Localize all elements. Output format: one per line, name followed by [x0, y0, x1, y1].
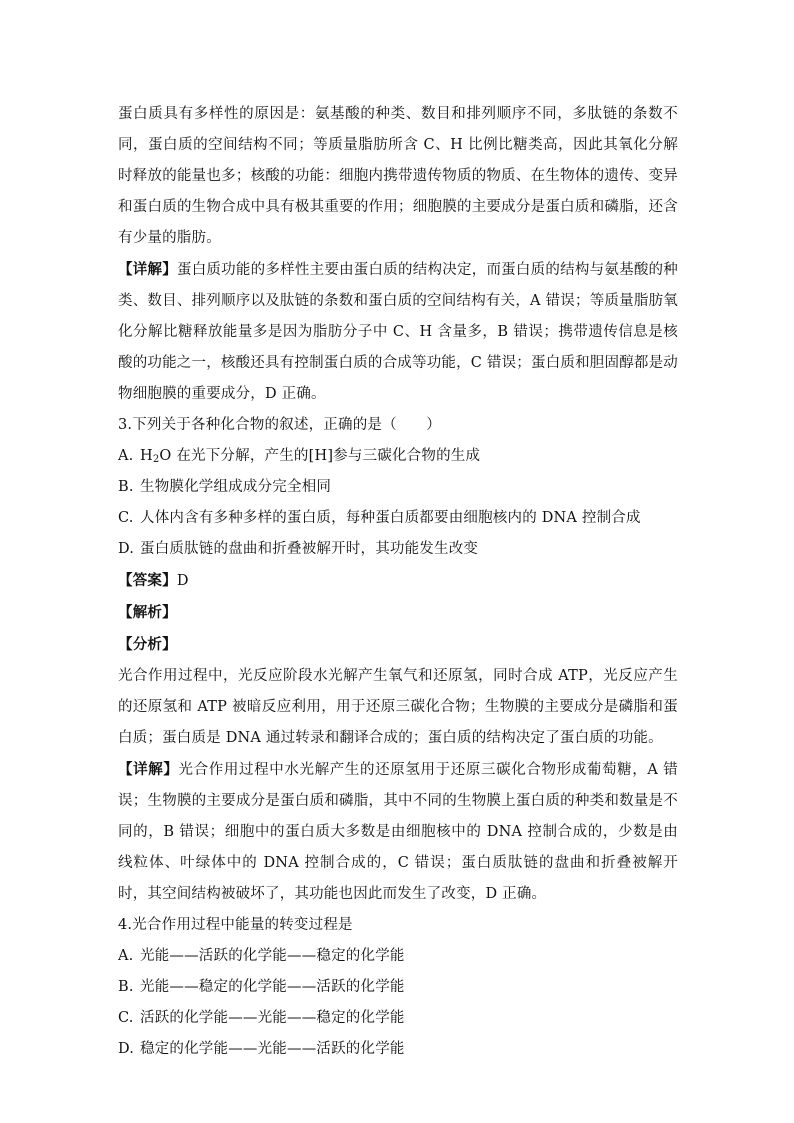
option-letter: C. — [118, 1010, 134, 1026]
option-a-subscript: 2 — [152, 454, 160, 465]
detail-tag: 【详解】 — [118, 761, 179, 778]
option-text: 蛋白质肽链的盘曲和折叠被解开时，其功能发生改变 — [140, 541, 479, 557]
option-text: 人体内含有多种多样的蛋白质，每种蛋白质都要由细胞核内的 DNA 控制合成 — [140, 510, 641, 526]
answer-value: D — [176, 573, 189, 589]
question-3-option-c — [118, 503, 678, 534]
option-letter: D. — [118, 1041, 135, 1057]
option-text: 生物膜化学组成成分完全相同 — [140, 479, 332, 495]
option-letter: C. — [118, 510, 134, 526]
answer-line — [118, 565, 678, 597]
analysis-heading — [118, 597, 678, 629]
intro-paragraph: 蛋白质具有多样性的原因是：氨基酸的种类、数目和排列顺序不同，多肽链的条数不同，蛋白质的空间结构不同；等质量脂肪所含 C、H 比例比糖类高，因此其氧化分解时释放的能量也多；核酸的功能：细胞内携带遗传物质的物质、在生物体的遗传、变异和蛋白质的生物合成中具有极其重要的作用；细胞膜的主要成分是蛋白质和磷脂，还含有少量的脂肪。 — [118, 106, 678, 246]
question-4-option-b — [118, 972, 678, 1003]
detail-text: 光合作用过程中水光解产生的还原氢用于还原三碳化合物形成葡萄糖，A 错误；生物膜的主要成分是蛋白质和磷脂，其中不同的生物膜上蛋白质的种类和数量是不同的，B 错误；细胞中的蛋白质大多数是由细胞核中的 DNA 控制合成的，少数是由线粒体、叶绿体中的 DNA 控制合成的，C 错误；蛋白质肽链的盘曲和折叠被解开时，其空间结构被破坏了，其功能也因此而发生了改变，D 正确。 — [118, 762, 678, 902]
option-text: 光能——稳定的化学能——活跃的化学能 — [140, 979, 405, 995]
answer-tag: 【答案】 — [118, 572, 177, 589]
analysis-tag: 【解析】 — [118, 604, 177, 621]
option-a-text-post: O 在光下分解，产生的[H]参与三碳化合物的生成 — [159, 448, 481, 464]
option-letter: A. — [118, 948, 134, 964]
option-letter: D. — [118, 541, 135, 557]
option-text: 活跃的化学能——光能——稳定的化学能 — [140, 1010, 405, 1026]
option-a-text-pre: H — [140, 448, 153, 464]
question-3-option-d — [118, 534, 678, 565]
question-4-option-c — [118, 1003, 678, 1034]
fenxi-tag: 【分析】 — [118, 636, 177, 653]
document-page — [118, 99, 678, 1065]
question-3-option-a — [118, 441, 678, 472]
question-3-stem: 3.下列关于各种化合物的叙述，正确的是（ ） — [118, 417, 441, 433]
option-text: 光能——活跃的化学能——稳定的化学能 — [140, 948, 405, 964]
option-letter: B. — [118, 979, 134, 995]
detail-tag: 【详解】 — [118, 261, 177, 278]
option-text: 稳定的化学能——光能——活跃的化学能 — [140, 1041, 405, 1057]
option-letter: A. — [118, 448, 134, 464]
question-3-option-b — [118, 472, 678, 503]
intro-detail-paragraph — [118, 254, 678, 410]
question-4-option-a — [118, 941, 678, 972]
fenxi-paragraph: 光合作用过程中，光反应阶段水光解产生氧气和还原氢，同时合成 ATP，光反应产生的还原氢和 ATP 被暗反应利用，用于还原三碳化合物；生物膜的主要成分是磷脂和蛋白质；蛋白质是 DNA 通过转录和翻译合成的；蛋白质的结构决定了蛋白质的功能。 — [118, 668, 678, 746]
question-4-option-d — [118, 1034, 678, 1065]
q3-detail-paragraph — [118, 754, 678, 910]
option-letter: B. — [118, 479, 134, 495]
detail-text: 蛋白质功能的多样性主要由蛋白质的结构决定，而蛋白质的结构与氨基酸的种类、数目、排列顺序以及肽链的条数和蛋白质的空间结构有关，A 错误；等质量脂肪氧化分解比糖释放能量多是因为脂肪分子中 C、H 含量多，B 错误；携带遗传信息是核酸的功能之一，核酸还具有控制蛋白质的合成等功能，C 错误；蛋白质和胆固醇都是动物细胞膜的重要成分，D 正确。 — [118, 262, 679, 402]
fenxi-heading — [118, 629, 678, 661]
question-4-stem: 4.光合作用过程中能量的转变过程是 — [118, 917, 353, 933]
